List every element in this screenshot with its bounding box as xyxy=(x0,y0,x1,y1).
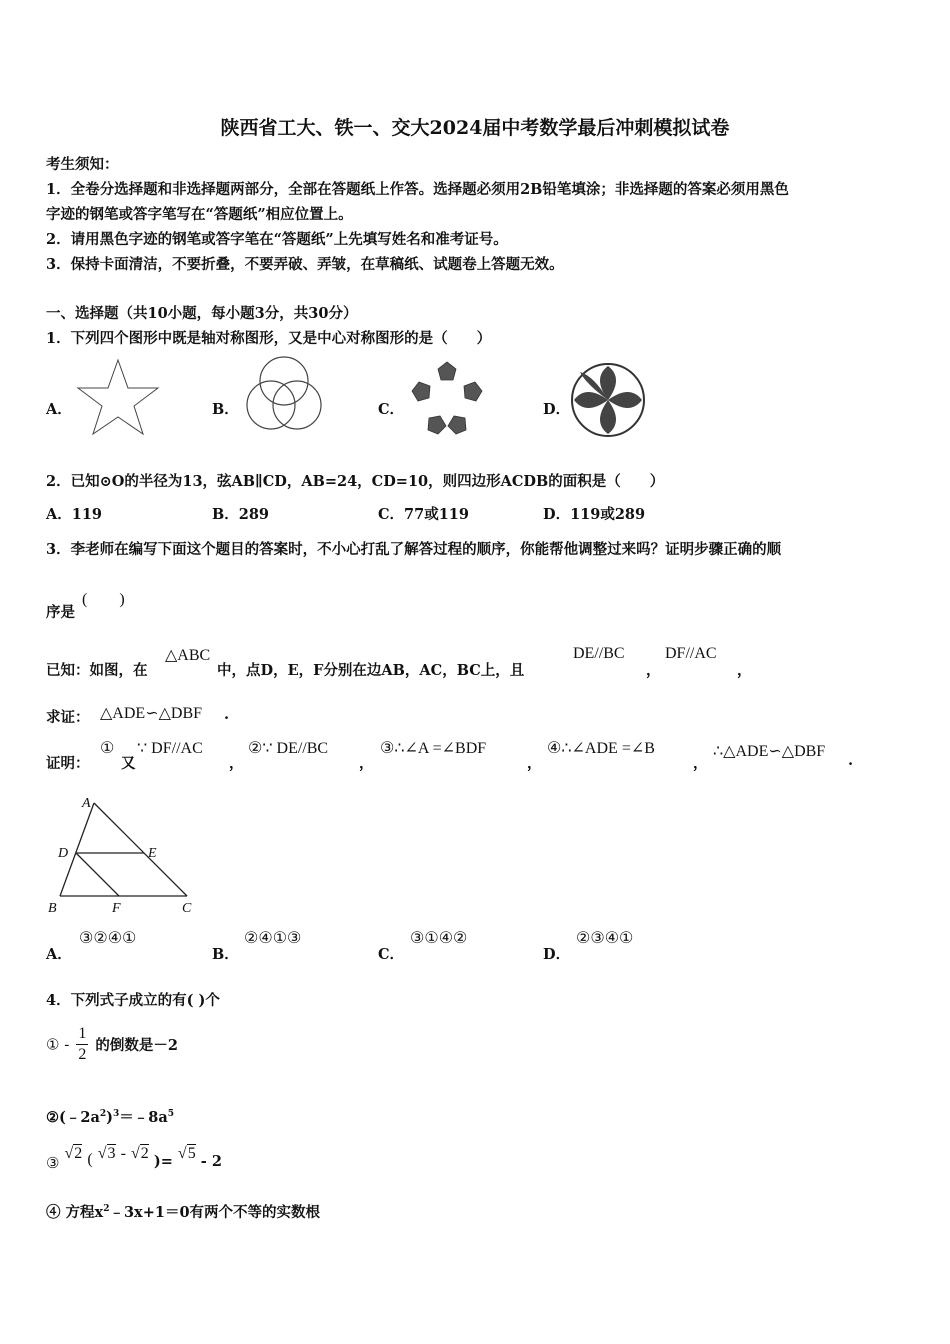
q1-option-a-label: A． xyxy=(46,401,72,418)
q4-item-1-numerator: 1 xyxy=(76,1024,88,1045)
q3-step-comma-2: ， xyxy=(359,755,374,772)
q4-item-3-radicand-2: 3 xyxy=(107,1145,116,1162)
q3-given-comma-2: ， xyxy=(737,662,752,679)
q4-item-1 xyxy=(46,1024,178,1065)
q3-answer-paren: ( ) xyxy=(82,591,125,608)
q4-item-3-sqrt-3: √3 xyxy=(97,1145,116,1162)
notice-item-3: 3．保持卡面清洁，不要折叠，不要弄破、弄皱，在草稿纸、试题卷上答题无效。 xyxy=(46,256,564,273)
q4-item-2-part-b: ) xyxy=(106,1109,113,1126)
q3-step-1-you: 又 xyxy=(121,755,136,772)
q1-option-b-label: B． xyxy=(212,401,239,418)
q3-prove-label: 求证： xyxy=(46,709,90,726)
q4-item-2-exp-2: 3 xyxy=(113,1109,120,1120)
triangle-figure xyxy=(44,793,199,918)
q2-option-c: C．77或119 xyxy=(378,506,469,523)
q3-option-c-label: C． xyxy=(378,946,405,963)
q4-item-3-open-paren: ( xyxy=(87,1151,93,1168)
q4-item-1-fraction xyxy=(76,1024,88,1065)
notice-item-1-line-1: 1．全卷分选择题和非选择题两部分，全部在答题纸上作答。选择题必须用2B铅笔填涂；非选择题的答案必须用黑色 xyxy=(46,181,789,198)
figure-label-e: E xyxy=(148,846,157,861)
q3-step-comma-1: ， xyxy=(229,755,244,772)
q4-item-3-number: ③ xyxy=(46,1154,60,1172)
q3-step-1-number: ① xyxy=(100,740,115,757)
q4-item-3-radicand-3: 2 xyxy=(140,1145,149,1162)
q3-option-d-label: D． xyxy=(543,946,571,963)
q4-item-3-close-paren: )= xyxy=(153,1153,173,1170)
q4-item-3-sqrt-2a: √2 xyxy=(64,1145,83,1162)
figure-label-f: F xyxy=(112,901,121,916)
q4-item-4-part-a: ④ 方程x xyxy=(46,1204,104,1221)
q2-option-b: B．289 xyxy=(212,506,270,523)
q3-step-4: ④∴∠ADE =∠B xyxy=(547,740,655,757)
figure-label-d: D xyxy=(58,846,69,861)
q4-item-3-tail: - 2 xyxy=(200,1153,222,1170)
four-petal-circle-icon xyxy=(568,360,648,440)
q3-given-df-ac: DF//AC xyxy=(665,645,717,662)
q3-given-part-b: 中，点D，E，F分别在边AB，AC，BC上，且 xyxy=(217,662,525,679)
q4-item-1-prefix: ① - xyxy=(46,1035,70,1054)
q4-item-3-minus: - xyxy=(120,1145,126,1162)
q4-item-4-exp: 2 xyxy=(103,1204,110,1215)
notice-item-1-line-2: 字迹的钢笔或答字笔写在“答题纸”相应位置上。 xyxy=(46,206,353,223)
q3-step-period: . xyxy=(848,752,854,769)
q4-item-1-denominator: 2 xyxy=(78,1046,87,1063)
q2-stem: 2．已知⊙O的半径为13，弦AB∥CD，AB=24，CD=10，则四边形ACDB的面积是（ ） xyxy=(46,473,665,490)
q3-option-c-value: ③①④② xyxy=(410,930,468,947)
q1-option-d-label: D． xyxy=(543,401,571,418)
q3-step-2: ②∵ DE//BC xyxy=(248,740,329,757)
pentagon-flower-icon xyxy=(408,360,486,438)
q4-item-3-radicand-4: 5 xyxy=(187,1145,196,1162)
q3-stem-line-1: 3．李老师在编写下面这个题目的答案时，不小心打乱了解答过程的顺序，你能帮他调整过来吗？证明步骤正确的顺 xyxy=(46,541,782,558)
notice-heading: 考生须知： xyxy=(46,156,119,173)
q1-option-c-label: C． xyxy=(378,401,405,418)
q4-item-3-radicand-1: 2 xyxy=(74,1145,83,1162)
figure-label-a: A xyxy=(82,796,91,811)
q3-step-3: ③∴∠A =∠BDF xyxy=(380,740,487,757)
q2-option-d: D．119或289 xyxy=(543,506,646,523)
q3-option-b-value: ②④①③ xyxy=(244,930,302,947)
q3-step-1: ∵ DF//AC xyxy=(137,740,203,757)
q3-given-triangle: △ABC xyxy=(165,647,211,664)
section-heading: 一、选择题（共10小题，每小题3分，共30分） xyxy=(46,305,358,322)
q4-item-2-part-a: ②(﹣2a xyxy=(46,1109,100,1126)
q3-step-5: ∴△ADE∽△DBF xyxy=(713,743,826,760)
three-circles-icon xyxy=(238,355,330,437)
q3-given-part-a: 已知：如图，在 xyxy=(46,662,148,679)
q4-item-4 xyxy=(46,1201,320,1222)
q2-option-a: A．119 xyxy=(46,506,103,523)
q4-item-1-suffix: 的倒数是－2 xyxy=(95,1037,179,1054)
q4-item-3 xyxy=(46,1144,222,1172)
q3-prove-period: . xyxy=(224,706,230,723)
q3-option-a-label: A． xyxy=(46,946,72,963)
page-title: 陕西省工大、铁一、交大2024届中考数学最后冲刺模拟试卷 xyxy=(220,117,730,139)
q3-step-comma-4: ， xyxy=(693,755,708,772)
q3-option-b-label: B． xyxy=(212,946,239,963)
q3-option-d-value: ②③④① xyxy=(576,930,634,947)
figure-label-c: C xyxy=(182,901,192,916)
figure-label-b: B xyxy=(48,901,57,916)
q4-item-2 xyxy=(46,1106,174,1127)
q4-item-4-part-b: ﹣3x+1＝0有两个不等的实数根 xyxy=(109,1204,321,1221)
q4-item-3-sqrt-2b: √2 xyxy=(130,1145,149,1162)
q3-given-comma-1: ， xyxy=(646,662,661,679)
q3-option-a-value: ③②④① xyxy=(79,930,137,947)
q3-proof-label: 证明： xyxy=(46,755,90,772)
q4-item-3-sqrt-5: √5 xyxy=(177,1145,196,1162)
q3-given-de-bc: DE//BC xyxy=(573,645,625,662)
q3-step-comma-3: ， xyxy=(527,755,542,772)
star-icon xyxy=(74,357,162,437)
q3-prove-expr: △ADE∽△DBF xyxy=(100,705,203,722)
notice-item-2: 2．请用黑色字迹的钢笔或答字笔在“答题纸”上先填写姓名和准考证号。 xyxy=(46,231,508,248)
q1-stem: 1．下列四个图形中既是轴对称图形，又是中心对称图形的是（ ） xyxy=(46,330,492,347)
q4-stem: 4．下列式子成立的有( )个 xyxy=(46,992,220,1009)
q4-item-2-exp-3: 5 xyxy=(167,1109,175,1120)
q4-item-2-exp-1: 2 xyxy=(99,1109,107,1120)
q3-stem-line-2: 序是 xyxy=(46,604,75,621)
q4-item-2-part-c: ＝﹣8a xyxy=(119,1109,168,1126)
